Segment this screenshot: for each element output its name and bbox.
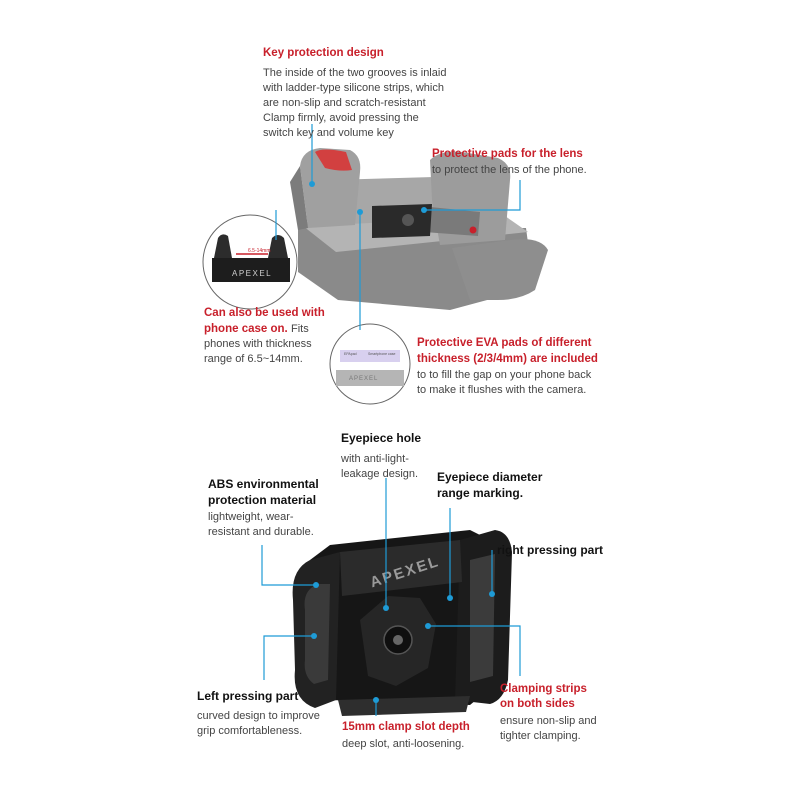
clamping-strips-title-2: on both sides [500,698,575,710]
phone-case-desc-2: range of 6.5~14mm. [204,353,303,365]
key-protection-line-3: are non-slip and scratch-resistant [263,97,426,109]
inset-thickness-label: 6.5-14mm [248,248,271,254]
phone-case-title-1: Can also be used with [204,307,325,319]
right-pressing-title: right pressing part [497,543,604,557]
key-protection-line-2: with ladder-type silicone strips, which [263,82,444,94]
phone-case-desc-1: phones with thickness [204,338,312,350]
eyepiece-hole-desc-1: with anti-light- [341,453,409,465]
eyepiece-hole-desc-2: leakage design. [341,468,419,480]
device-brand-label: APEXEL [368,552,442,592]
lens-pads-title: Protective pads for the lens [432,148,583,160]
inset-brand-label-2: APEXEL [349,376,379,382]
clamping-strips-desc-2: tighter clamping. [500,730,581,742]
eva-pads-title-2: thickness (2/3/4mm) are included [417,353,598,365]
abs-desc-1: lightweight, wear- [208,511,294,523]
inset-phone-case [203,215,297,309]
abs-title-2: protection material [208,493,317,507]
eyepiece-diameter-title-2: range marking. [437,486,524,500]
inset-brand-label: APEXEL [232,269,273,278]
key-protection-line-4: Clamp firmly, avoid pressing the [263,112,419,124]
key-protection-line-1: The inside of the two grooves is inlaid [263,67,447,79]
key-protection-line-5: switch key and volume key [263,127,394,139]
abs-desc-2: resistant and durable. [208,526,314,538]
inset-eva-pads [330,324,410,404]
left-pressing-title: Left pressing part [197,689,299,703]
eva-pads-desc-2: to make it flushes with the camera. [417,384,587,396]
clamping-strips-desc-1: ensure non-slip and [500,715,597,727]
eyepiece-hole-title: Eyepiece hole [341,431,422,445]
left-pressing-desc-2: grip comfortableness. [197,725,303,737]
clamping-strips-title-1: Clamping strips [500,683,587,695]
left-pressing-desc-1: curved design to improve [197,710,320,722]
phone-case-title-2: phone case on. [204,323,288,335]
eva-pads-desc-1: to to fill the gap on your phone back [417,369,592,381]
abs-title-1: ABS environmental [208,477,319,491]
key-protection-title: Key protection design [263,47,384,59]
clamp-slot-desc: deep slot, anti-loosening. [342,738,465,750]
clamp-slot-title: 15mm clamp slot depth [342,721,470,733]
inset-case-label: Smartphone case [368,352,396,356]
black-clamp-device [293,530,512,716]
lens-pads-desc: to protect the lens of the phone. [432,164,587,176]
eva-pads-title-1: Protective EVA pads of different [417,337,592,349]
eyepiece-diameter-title-1: Eyepiece diameter [437,470,543,484]
phone-case-desc-inline: Fits [291,323,309,335]
inset-pad-label: EPApad [344,352,357,356]
